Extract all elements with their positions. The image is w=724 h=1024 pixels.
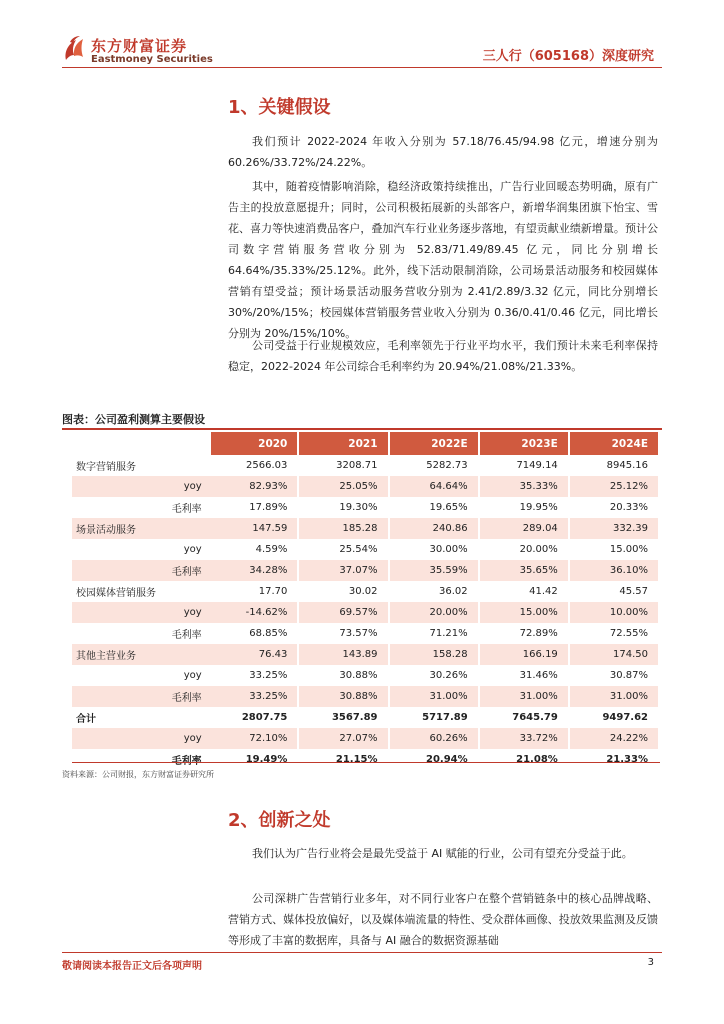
page-number: 3: [647, 957, 654, 968]
row-label: 毛利率: [72, 686, 210, 707]
table-cell: 82.93%: [210, 476, 299, 497]
table-row: [72, 602, 659, 623]
paragraph: 我们预计 2022-2024 年收入分别为 57.18/76.45/94.98 亿元，增速分别为 60.26%/33.72%/24.22%。: [228, 135, 658, 169]
table-cell: 15.00%: [569, 539, 659, 560]
table-cell: 30.87%: [569, 665, 659, 686]
table-row: [72, 560, 659, 581]
table-cell: 7149.14: [479, 455, 569, 476]
table-cell: 25.54%: [298, 539, 388, 560]
table-cell: 25.05%: [298, 476, 388, 497]
table-cell: 19.65%: [389, 497, 479, 518]
column-header: 2023E: [479, 432, 569, 455]
table-cell: 332.39: [569, 518, 659, 539]
row-label: yoy: [72, 728, 210, 749]
table-cell: 158.28: [389, 644, 479, 665]
row-label: 其他主营业务: [72, 644, 210, 665]
table-cell: 41.42: [479, 581, 569, 602]
table-cell: 36.10%: [569, 560, 659, 581]
paragraph: 我们认为广告行业将会是最先受益于 AI 赋能的行业，公司有望充分受益于此。: [252, 847, 633, 860]
table-row-total: [72, 707, 659, 728]
table-cell: 19.95%: [479, 497, 569, 518]
table-cell: 20.00%: [479, 539, 569, 560]
table-cell: 33.72%: [479, 728, 569, 749]
table-bottom-rule: [72, 762, 660, 763]
column-header: 2022E: [389, 432, 479, 455]
table-cell: 31.00%: [479, 686, 569, 707]
table-cell: 20.94%: [389, 749, 479, 770]
page-header: [0, 0, 724, 70]
table-cell: 73.57%: [298, 623, 388, 644]
column-header: [72, 432, 210, 455]
table-row: [72, 581, 659, 602]
table-cell: 31.00%: [389, 686, 479, 707]
table-row: [72, 749, 659, 770]
table-cell: 35.65%: [479, 560, 569, 581]
row-label: 校园媒体营销服务: [76, 588, 156, 599]
figure-source: 资料来源：公司财报，东方财富证券研究所: [62, 770, 214, 779]
table-cell: 35.33%: [479, 476, 569, 497]
table-cell: 24.22%: [569, 728, 659, 749]
figure-title: 图表：公司盈利测算主要假设: [62, 413, 205, 426]
footer-disclaimer: 敬请阅读本报告正文后各项声明: [62, 961, 202, 972]
eastmoney-logo-icon: [62, 34, 86, 62]
table-cell: 9497.62: [569, 707, 659, 728]
table-cell: 68.85%: [210, 623, 299, 644]
table-cell: 3208.71: [298, 455, 388, 476]
table-cell: 240.86: [389, 518, 479, 539]
table-cell: 31.00%: [569, 686, 659, 707]
table-cell: 35.59%: [389, 560, 479, 581]
table-cell: 36.02: [389, 581, 479, 602]
table-cell: 30.26%: [389, 665, 479, 686]
table-cell: 8945.16: [569, 455, 659, 476]
table-cell: 69.57%: [298, 602, 388, 623]
table-row: [72, 623, 659, 644]
table-row: [72, 518, 659, 539]
table-row: [72, 686, 659, 707]
row-label: 毛利率: [72, 560, 210, 581]
table-cell: 34.28%: [210, 560, 299, 581]
table-cell: 5282.73: [389, 455, 479, 476]
table-cell: 17.70: [210, 581, 299, 602]
table-cell: 71.21%: [389, 623, 479, 644]
table-cell: 17.89%: [210, 497, 299, 518]
table-cell: 30.00%: [389, 539, 479, 560]
table-cell: 19.30%: [298, 497, 388, 518]
column-header: 2020: [210, 432, 299, 455]
table-cell: 33.25%: [210, 686, 299, 707]
table-cell: 21.08%: [479, 749, 569, 770]
row-label: yoy: [72, 602, 210, 623]
table-cell: 4.59%: [210, 539, 299, 560]
table-cell: 76.43: [210, 644, 299, 665]
table-header-row: [72, 432, 659, 455]
column-header: 2021: [298, 432, 388, 455]
table-cell: 10.00%: [569, 602, 659, 623]
table-row: [72, 728, 659, 749]
table-cell: 21.15%: [298, 749, 388, 770]
table-cell: 143.89: [298, 644, 388, 665]
section-title-innovation: 2、创新之处: [228, 810, 331, 831]
table-cell: 64.64%: [389, 476, 479, 497]
table-cell: 166.19: [479, 644, 569, 665]
figure-top-rule: [62, 428, 662, 430]
table-cell: 7645.79: [479, 707, 569, 728]
table-row: [72, 539, 659, 560]
section-title-key-assumptions: 1、关键假设: [228, 97, 331, 118]
table-cell: 60.26%: [389, 728, 479, 749]
row-label: yoy: [183, 544, 202, 555]
table-cell: 31.46%: [479, 665, 569, 686]
table-cell: 21.33%: [569, 749, 659, 770]
table-cell: 45.57: [569, 581, 659, 602]
table-cell: 19.49%: [210, 749, 299, 770]
table-cell: 3567.89: [298, 707, 388, 728]
table-cell: 30.88%: [298, 665, 388, 686]
row-label: 毛利率: [171, 630, 202, 641]
report-tag: 三人行（605168）深度研究: [482, 49, 654, 64]
table-cell: 2566.03: [210, 455, 299, 476]
table-cell: 25.12%: [569, 476, 659, 497]
row-label: 毛利率: [171, 504, 202, 515]
brand-name-cn: 东方财富证券: [91, 37, 188, 55]
row-label: 场景活动服务: [72, 518, 210, 539]
row-label: yoy: [183, 670, 202, 681]
row-label: 毛利率: [171, 756, 202, 767]
table-cell: -14.62%: [210, 602, 299, 623]
table-cell: 174.50: [569, 644, 659, 665]
table-cell: 2807.75: [210, 707, 299, 728]
paragraph: 公司受益于行业规模效应，毛利率领先于行业平均水平，我们预计未来毛利率保持稳定，2022-2024 年公司综合毛利率约为 20.94%/21.08%/21.33%。: [228, 339, 658, 373]
table-cell: 72.10%: [210, 728, 299, 749]
table-row: [72, 665, 659, 686]
table-cell: 72.55%: [569, 623, 659, 644]
table-cell: 5717.89: [389, 707, 479, 728]
paragraph: 其中，随着疫情影响消除，稳经济政策持续推出，广告行业回暖态势明确，原有广告主的投放意愿提升；同时，公司积极拓展新的头部客户，新增华润集团旗下怡宝、雪花、喜力等快速消费品客户，叠加汽车行业业务逐步落地，有望贡献业绩新增量。预计公司数字营销服务营收分别为 52.83/71.49/89.45 亿元，同比分别增长 64.64%/35.33%/25.12%。此外，线下活动限制消除，公司场景活动服务和校园媒体营销有望受益；预计场景活动服务营收分别为 2.41/2.89/3.32 亿元，同比分别增长 30%/20%/15%；校园媒体营销服务营业收入分别为 0.36/0.41/0.46 亿元，同比增长分别为 20%/15%/10%。: [228, 180, 658, 340]
profit-assumption-table: [72, 432, 660, 770]
table-row: [72, 476, 659, 497]
row-label: yoy: [72, 476, 210, 497]
table-cell: 37.07%: [298, 560, 388, 581]
paragraph: 公司深耕广告营销行业多年，对不同行业客户在整个营销链条中的核心品牌战略、营销方式、媒体投放偏好，以及媒体端流量的特性、受众群体画像、投放效果监测及反馈等形成了丰富的数据库，具备与 AI 融合的数据资源基础: [228, 892, 658, 947]
header-divider: [62, 67, 662, 68]
table-cell: 27.07%: [298, 728, 388, 749]
table-cell: 15.00%: [479, 602, 569, 623]
table-row: [72, 455, 659, 476]
table-row: [72, 497, 659, 518]
row-label: 数字营销服务: [76, 462, 136, 473]
brand-name-en: Eastmoney Securities: [91, 54, 213, 65]
footer-divider: [62, 952, 662, 953]
table-cell: 147.59: [210, 518, 299, 539]
table-cell: 33.25%: [210, 665, 299, 686]
column-header: 2024E: [569, 432, 659, 455]
table-row: [72, 644, 659, 665]
table-cell: 30.02: [298, 581, 388, 602]
table-cell: 289.04: [479, 518, 569, 539]
table-cell: 72.89%: [479, 623, 569, 644]
table-cell: 30.88%: [298, 686, 388, 707]
row-label: 合计: [76, 714, 96, 725]
table-cell: 20.00%: [389, 602, 479, 623]
table-cell: 20.33%: [569, 497, 659, 518]
table-cell: 185.28: [298, 518, 388, 539]
